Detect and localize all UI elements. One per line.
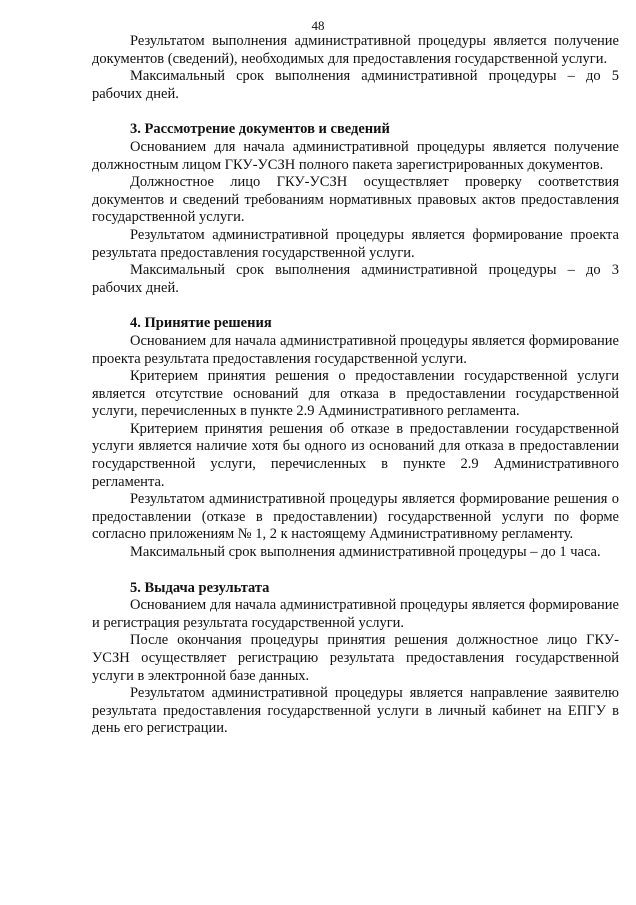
paragraph: Основанием для начала административной процедуры является формирование проекта результата предоставления государственной услуги. <box>92 332 619 367</box>
paragraph: Максимальный срок выполнения административной процедуры – до 1 часа. <box>130 544 601 561</box>
paragraph: Основанием для начала административной процедуры является получение должностным лицом ГКУ-УСЗН полного пакета зарегистрированных документов. <box>92 138 619 173</box>
document-body <box>92 33 619 738</box>
section-heading: 3. Рассмотрение документов и сведений <box>130 121 390 138</box>
section-heading: 5. Выдача результата <box>130 579 270 596</box>
section-heading: 4. Принятие решения <box>130 315 272 332</box>
paragraph: Результатом административной процедуры является направление заявителю результата предоставления государственной услуги в личный кабинет на ЕПГУ в день его регистрации. <box>92 685 619 737</box>
section-review-documents <box>92 121 619 297</box>
paragraph: Результатом административной процедуры является формирование решения о предоставлении (отказе в предоставлении) государственной услуги по форме согласно приложениям № 1, 2 к настоящему Административному регламенту. <box>92 491 619 543</box>
paragraph: Максимальный срок выполнения административной процедуры – до 5 рабочих дней. <box>92 68 619 102</box>
paragraph: Критерием принятия решения о предоставлении государственной услуги является отсутствие оснований для отказа в предоставлении государственной услуги, перечисленных в пункте 2.9 Административного регламента. <box>92 368 619 420</box>
paragraph: После окончания процедуры принятия решения должностное лицо ГКУ-УСЗН осуществляет регистрацию результата предоставления государственной услуги в электронной базе данных. <box>92 632 619 684</box>
paragraph: Результатом административной процедуры является формирование проекта результата предоставления государственной услуги. <box>92 226 619 261</box>
paragraph: Результатом выполнения административной процедуры является получение документов (сведений), необходимых для предоставления государственной услуги. <box>92 33 619 67</box>
paragraph: Критерием принятия решения об отказе в предоставлении государственной услуги является наличие хотя бы одного из оснований для отказа в предоставлении государственной услуги, перечисленных в пункте 2.9 Административного регламента. <box>92 420 619 490</box>
paragraph: Максимальный срок выполнения административной процедуры – до 3 рабочих дней. <box>92 262 619 296</box>
section-decision <box>92 315 619 561</box>
paragraph: Должностное лицо ГКУ-УСЗН осуществляет проверку соответствия документов и сведений требованиям нормативных правовых актов предоставления государственной услуги. <box>92 174 619 226</box>
paragraph: Основанием для начала административной процедуры является формирование и регистрация результата государственной услуги. <box>92 597 619 631</box>
page-number: 48 <box>311 18 325 33</box>
section-issue-result <box>92 580 619 738</box>
